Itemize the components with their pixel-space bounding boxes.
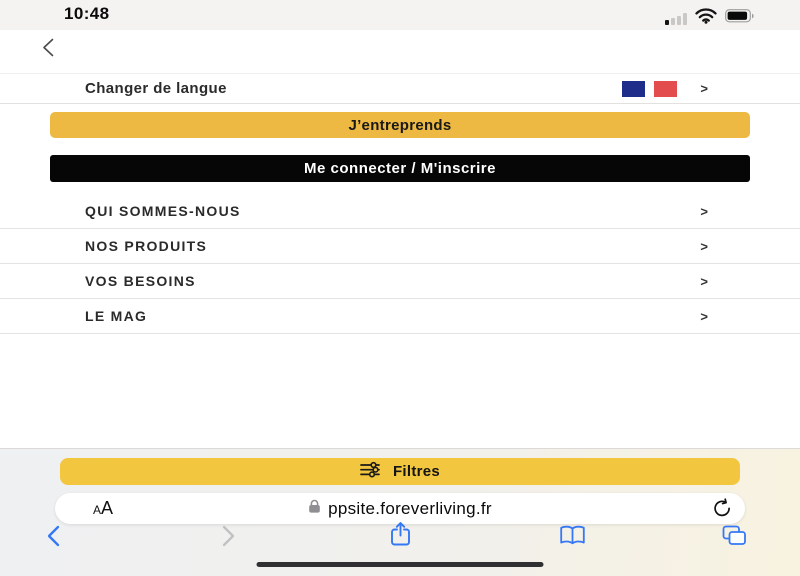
status-icons: [665, 8, 754, 29]
login-signup-label: Me connecter / M'inscrire: [304, 160, 496, 177]
menu-item-qui-sommes-nous[interactable]: [0, 194, 800, 229]
tabs-icon[interactable]: [722, 525, 747, 551]
sliders-icon: [360, 461, 380, 483]
chevron-right-icon: >: [700, 81, 708, 96]
filters-label: Filtres: [392, 463, 441, 480]
main-menu: [0, 194, 800, 334]
reader-a-big: A: [101, 498, 114, 518]
menu-item-label: NOS PRODUITS: [85, 238, 208, 254]
change-language-label: Changer de langue: [85, 80, 227, 97]
jentreprends-label: J’entreprends: [348, 116, 452, 134]
chevron-right-icon: >: [700, 238, 708, 254]
status-bar: [0, 0, 800, 30]
clock: 10:48: [64, 4, 110, 23]
chevron-right-icon: >: [700, 308, 708, 324]
language-flags: [622, 81, 708, 97]
reload-button[interactable]: [712, 498, 732, 523]
menu-item-label: LE MAG: [85, 308, 148, 324]
home-indicator[interactable]: [257, 562, 544, 567]
menu-item-le-mag[interactable]: [0, 299, 800, 334]
flag-blue-icon: [622, 81, 645, 97]
filters-button[interactable]: [60, 458, 740, 485]
menu-item-nos-produits[interactable]: [0, 229, 800, 264]
padlock-icon: [308, 499, 321, 519]
browser-back-button[interactable]: [46, 525, 61, 552]
menu-item-vos-besoins[interactable]: [0, 264, 800, 299]
reader-view-button[interactable]: [93, 498, 113, 519]
share-icon[interactable]: [390, 521, 411, 552]
url-text: ppsite.foreverliving.fr: [328, 498, 492, 518]
battery-icon: [725, 9, 754, 28]
bookmarks-icon[interactable]: [559, 525, 586, 551]
reader-a-small: A: [93, 503, 102, 517]
safari-bottom-chrome: [0, 448, 800, 576]
browser-forward-button[interactable]: [221, 525, 236, 552]
wifi-icon: [695, 8, 717, 29]
menu-item-label: QUI SOMMES-NOUS: [85, 203, 241, 219]
webpage-menu-panel: [0, 30, 800, 448]
flag-red-icon: [654, 81, 677, 97]
chevron-right-icon: >: [700, 273, 708, 289]
jentreprends-button[interactable]: [50, 112, 750, 138]
menu-back-button[interactable]: [42, 38, 55, 62]
chevron-right-icon: >: [700, 203, 708, 219]
cellular-signal-icon: [665, 13, 687, 25]
url-group: [308, 499, 492, 519]
menu-item-label: VOS BESOINS: [85, 273, 196, 289]
change-language-row[interactable]: [0, 73, 800, 104]
address-bar[interactable]: [55, 493, 745, 524]
login-signup-button[interactable]: [50, 155, 750, 182]
